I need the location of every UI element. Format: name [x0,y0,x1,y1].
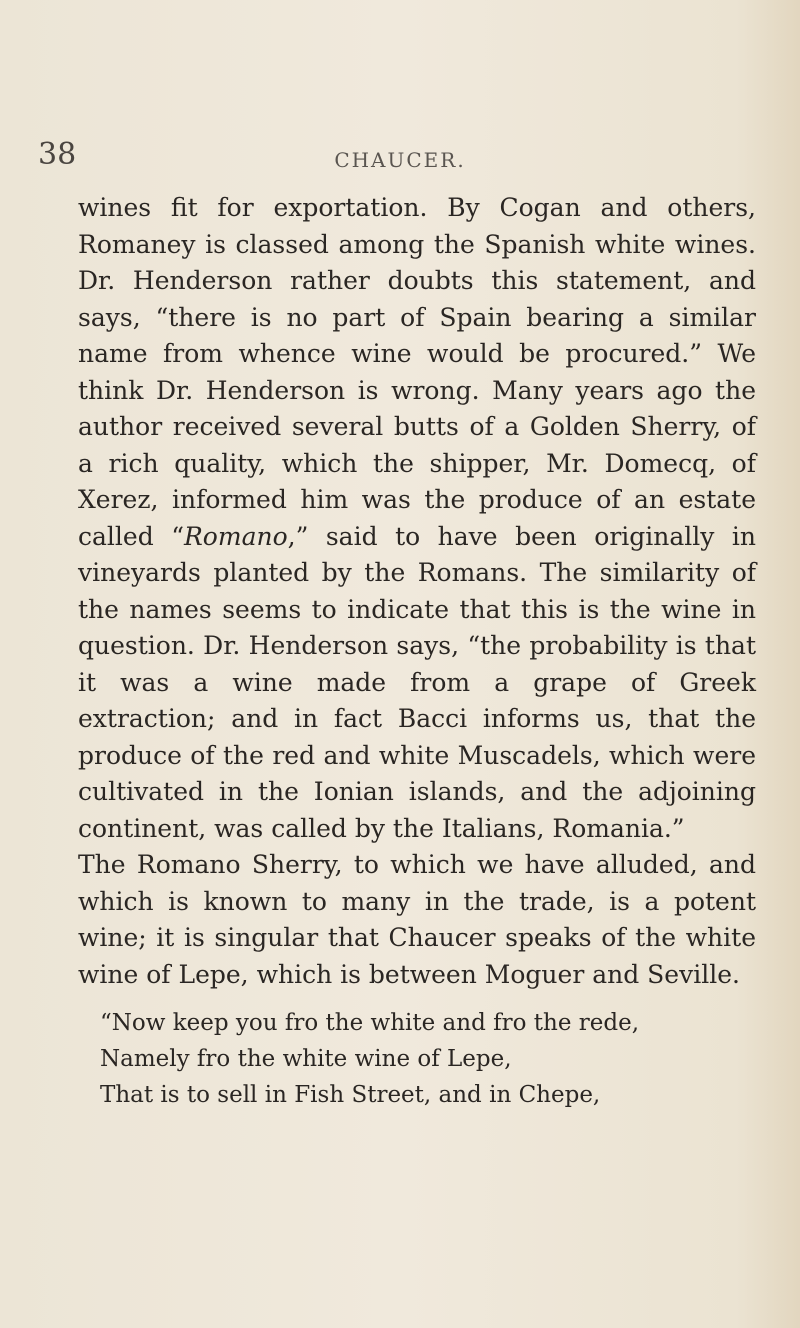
paragraph-text: ,” said to have been originally in vineyards planted by the Romans. The similarity of the names seems to indicate that this is the wine in question. Dr. Henderson says, “the probability is that it was a wine made from a grape of Greek extraction; and in fact Bacci informs us, that the produce of the red and white Muscadels, which were cultivated in the Ionian islands, and the adjoining continent, was called by the Italians, Romania.” [78,521,756,843]
paragraph [78,190,756,847]
paragraph: The Romano Sherry, to which we have alluded, and which is known to many in the trade, is a potent wine; it is singular that Chaucer speaks of the white wine of Lepe, which is between Moguer and Seville. [78,850,756,989]
verse-line: That is to sell in Fish Street, and in Chepe, [100,1082,601,1108]
running-head: CHAUCER. [334,148,466,172]
verse-quotation [100,1005,760,1113]
verse-line: Namely fro the white wine of Lepe, [100,1046,512,1072]
body-text [78,190,756,993]
italic-term: Romano [183,521,288,551]
page-number: 38 [38,137,77,172]
paragraph-text: wines fit for exportation. By Cogan and others, Romaney is classed among the Spanish white wines. Dr. Henderson rather doubts this statement, and says, “there is no part of Spain bearing a similar name from whence wine would be procured.” We think Dr. Henderson is wrong. Many years ago the author received several butts of a Golden Sherry, of a rich quality, which the shipper, Mr. Domecq, of Xerez, informed him was the produce of an estate called “ [78,193,756,551]
verse-line: “Now keep you fro the white and fro the rede, [100,1010,640,1036]
